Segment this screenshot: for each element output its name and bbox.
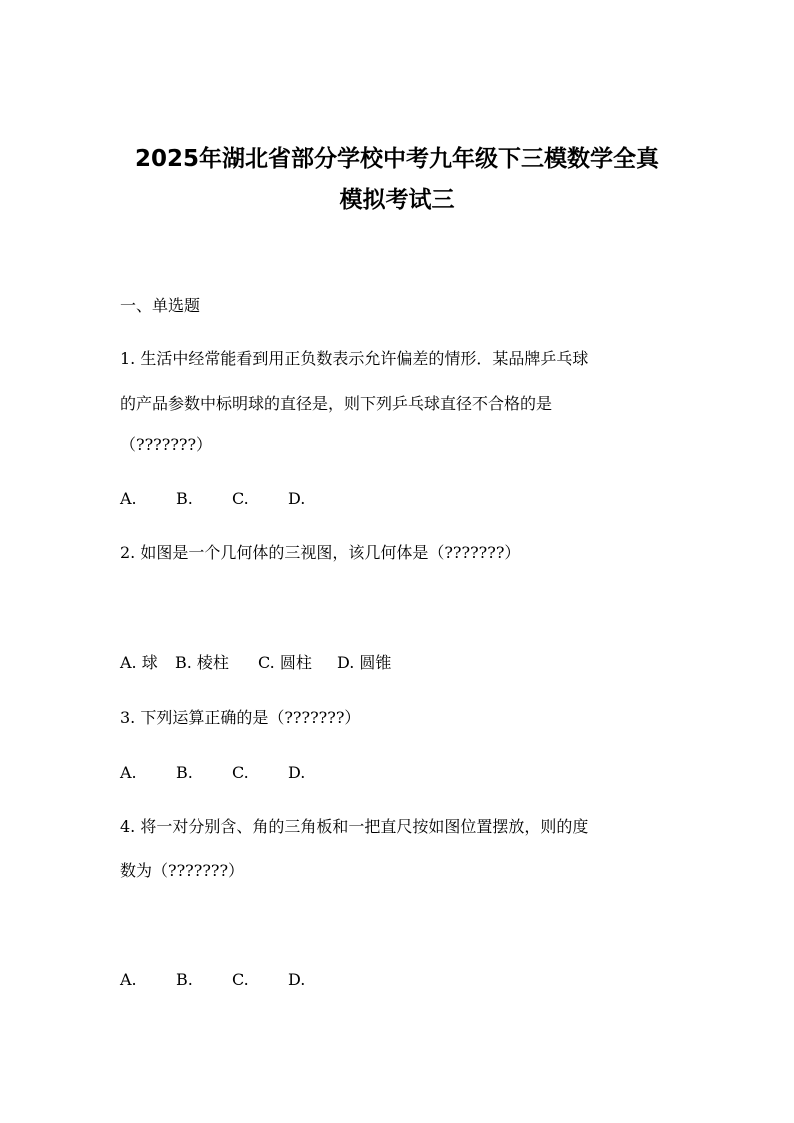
document-title-line-2: 模拟考试三 (339, 187, 455, 213)
section-heading: 一、单选题 (120, 296, 201, 315)
question-4-line-1: 4. 将一对分别含、角的三角板和一把直尺按如图位置摆放，则的度 (120, 817, 589, 836)
question-2-option-c: C. 圆柱 (258, 653, 312, 672)
question-4-option-d: D. (288, 970, 306, 989)
question-3-option-d: D. (288, 763, 306, 782)
question-2-option-a: A. 球 (120, 653, 158, 672)
question-3-option-c: C. (232, 763, 249, 782)
question-2-line-1: 2. 如图是一个几何体的三视图，该几何体是（???????） (120, 543, 521, 562)
question-4-option-a: A. (120, 970, 137, 989)
question-3-option-b: B. (176, 763, 193, 782)
question-3-line-1: 3. 下列运算正确的是（???????） (120, 708, 361, 727)
question-2-option-d: D. 圆锥 (337, 653, 392, 672)
question-1-line-1: 1. 生活中经常能看到用正负数表示允许偏差的情形．某品牌乒乓球 (120, 349, 589, 368)
question-1-option-b: B. (176, 489, 193, 508)
question-1-line-3: （???????） (120, 435, 213, 454)
question-4-option-c: C. (232, 970, 249, 989)
question-1-option-c: C. (232, 489, 249, 508)
question-1-line-2: 的产品参数中标明球的直径是，则下列乒乓球直径不合格的是 (120, 394, 553, 413)
question-3-option-a: A. (120, 763, 137, 782)
question-1-option-d: D. (288, 489, 306, 508)
document-title-line-1: 2025年湖北省部分学校中考九年级下三模数学全真 (134, 146, 659, 172)
question-4-option-b: B. (176, 970, 193, 989)
question-2-option-b: B. 棱柱 (175, 653, 229, 672)
question-1-option-a: A. (120, 489, 137, 508)
question-4-line-2: 数为（???????） (120, 861, 245, 880)
